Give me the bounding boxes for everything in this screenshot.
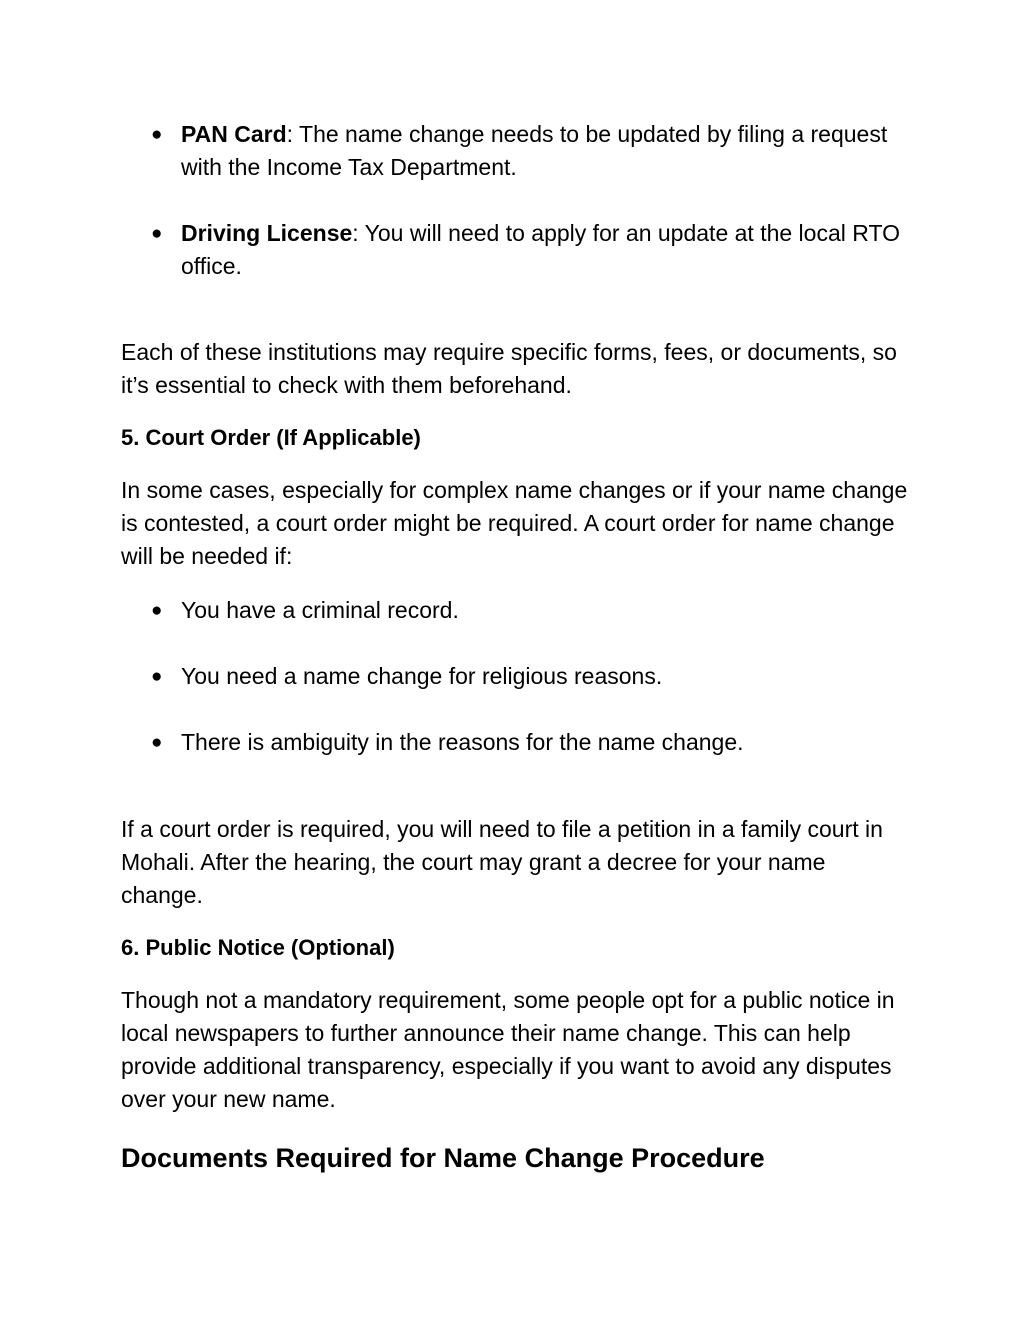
paragraph-public-notice: Though not a mandatory requirement, some people opt for a public notice in local newspapers to further announce their name change. This can help provide additional transparency, especially if you want to avoid any disputes over your new name. bbox=[121, 987, 895, 1112]
list-item-pan-card bbox=[121, 118, 911, 184]
list-item-term: Driving License bbox=[181, 220, 353, 246]
paragraph-petition: If a court order is required, you will need to file a petition in a family court in Mohali. After the hearing, the court may grant a decree for your name change. bbox=[121, 816, 883, 908]
list-item-text: : You will need to apply for an update at the local RTO office. bbox=[181, 220, 900, 279]
list-item-text: You need a name change for religious reasons. bbox=[181, 663, 663, 689]
bullet-icon: ● bbox=[151, 223, 163, 244]
bullet-icon: ● bbox=[151, 124, 163, 145]
heading-public-notice: 6. Public Notice (Optional) bbox=[121, 935, 395, 960]
bullet-icon: ● bbox=[151, 600, 163, 621]
list-item-driving-license bbox=[121, 217, 911, 283]
heading-documents-required: Documents Required for Name Change Procedure bbox=[121, 1143, 765, 1173]
document-content bbox=[121, 118, 911, 1175]
bullet-icon: ● bbox=[151, 732, 163, 753]
heading-court-order: 5. Court Order (If Applicable) bbox=[121, 425, 421, 450]
court-order-conditions-list bbox=[121, 594, 911, 759]
list-item bbox=[121, 726, 911, 759]
list-item-term: PAN Card bbox=[181, 121, 287, 147]
update-institutions-list bbox=[121, 118, 911, 283]
list-item bbox=[121, 594, 911, 627]
bullet-icon: ● bbox=[151, 666, 163, 687]
list-item-text: You have a criminal record. bbox=[181, 597, 459, 623]
list-item-text: There is ambiguity in the reasons for the name change. bbox=[181, 729, 744, 755]
paragraph-institutions: Each of these institutions may require specific forms, fees, or documents, so it’s essential to check with them beforehand. bbox=[121, 339, 897, 398]
paragraph-court-order: In some cases, especially for complex name changes or if your name change is contested, a court order might be required. A court order for name change will be needed if: bbox=[121, 477, 908, 569]
list-item bbox=[121, 660, 911, 693]
list-item-text: : The name change needs to be updated by filing a request with the Income Tax Department. bbox=[181, 121, 888, 180]
